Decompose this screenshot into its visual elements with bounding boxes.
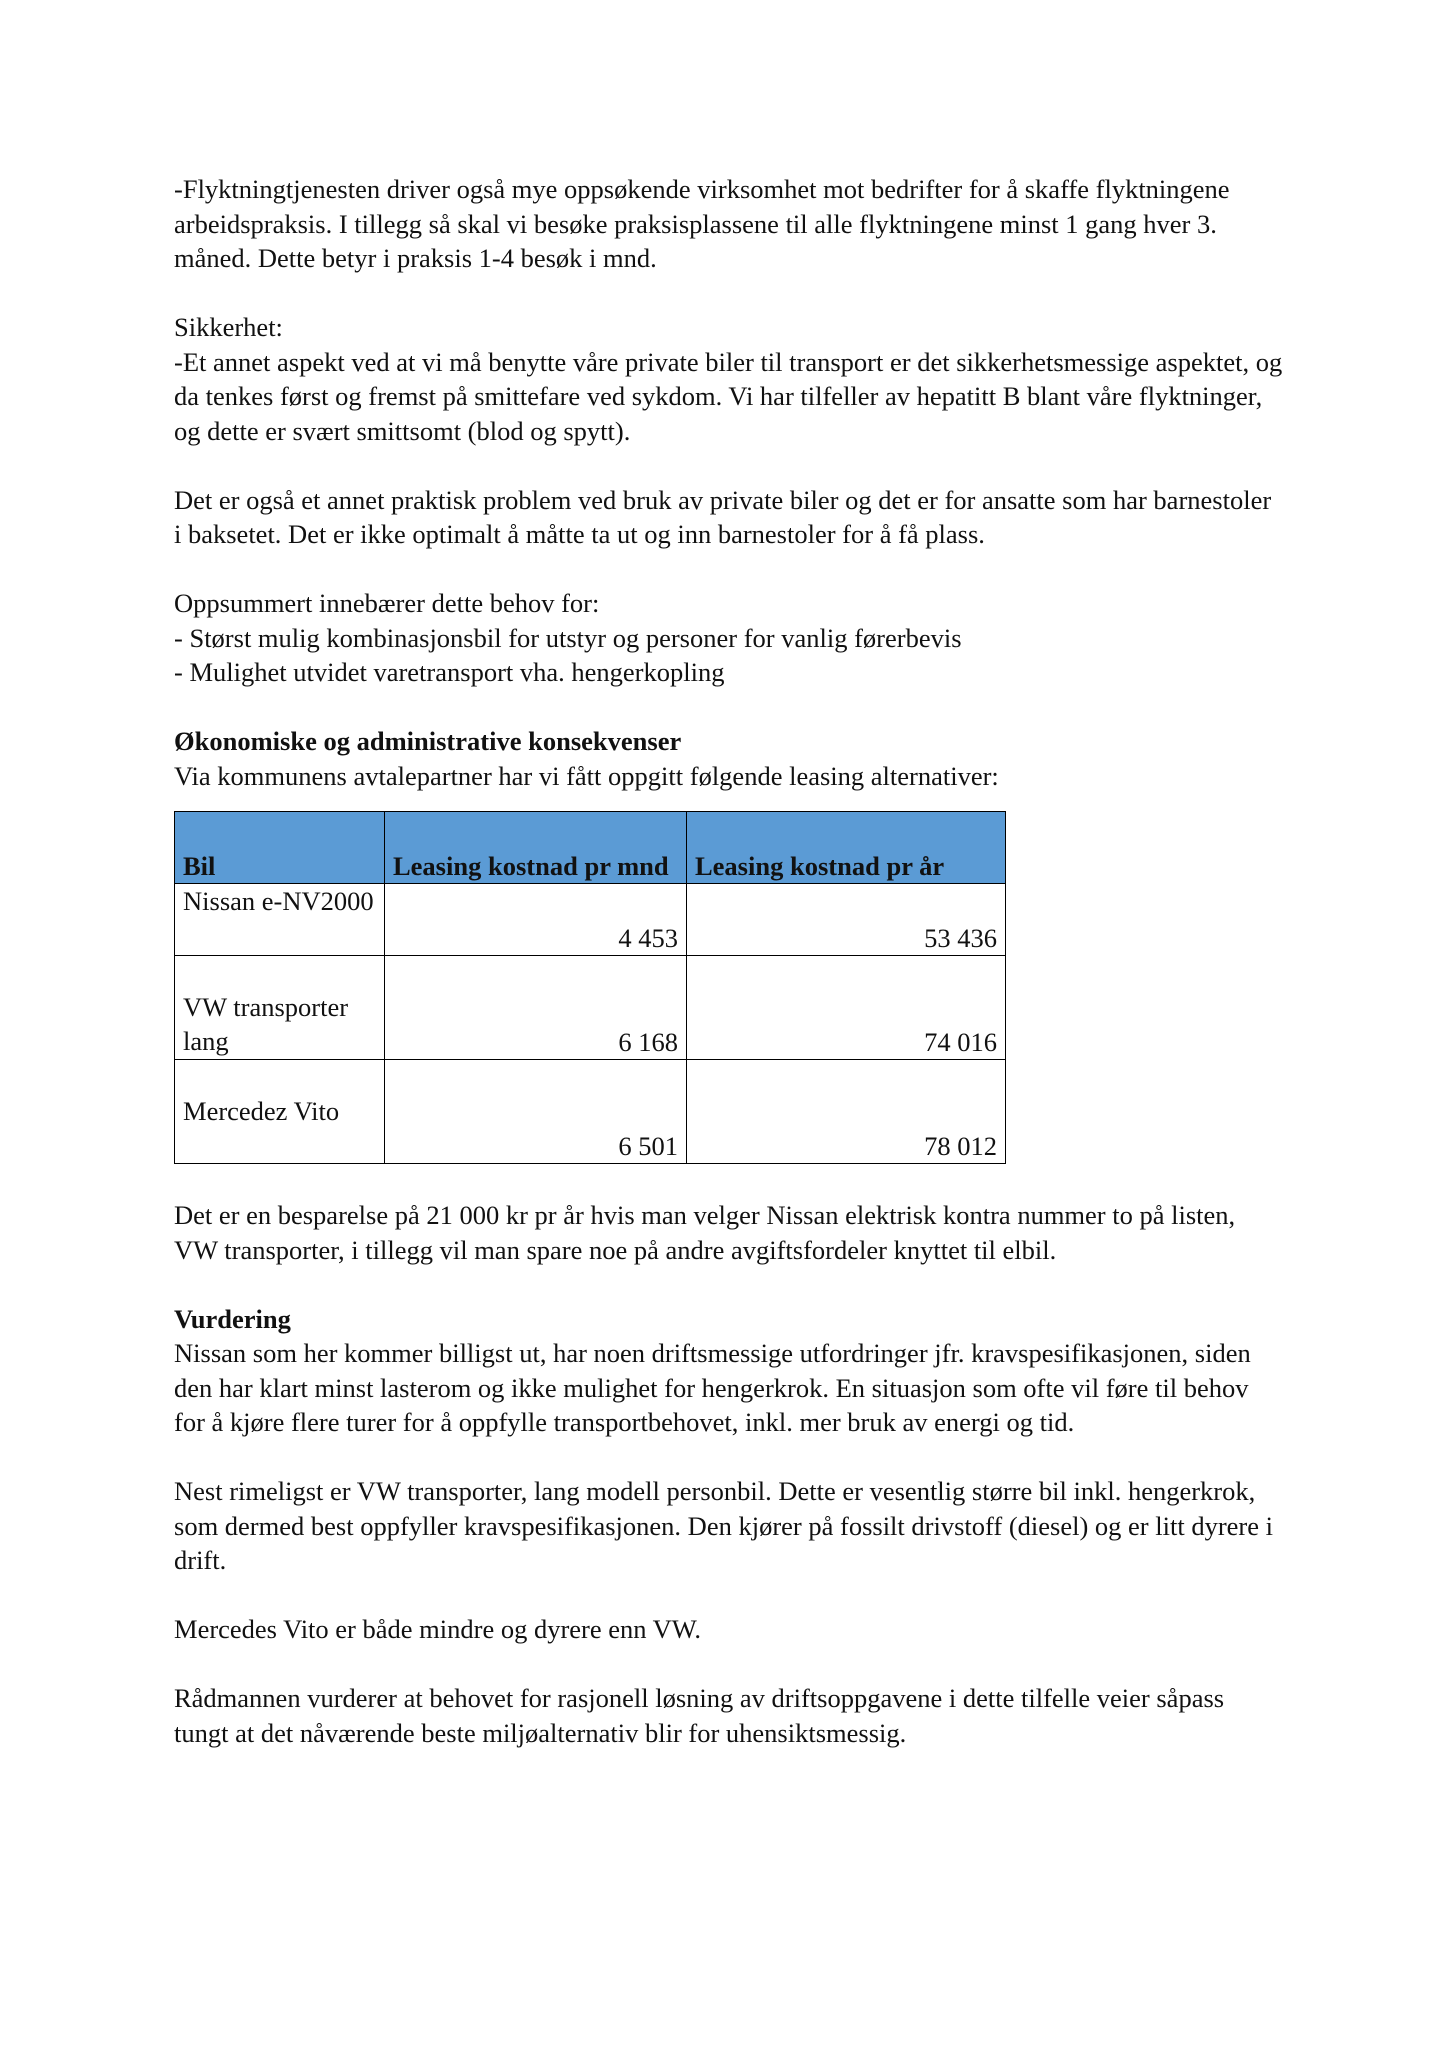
paragraph-mercedes: Mercedes Vito er både mindre og dyrere enn VW. bbox=[174, 1614, 702, 1644]
cell-cost-month: 6 168 bbox=[385, 956, 687, 1060]
cell-car-name: VW transporter lang bbox=[175, 956, 385, 1060]
paragraph-savings: Det er en besparelse på 21 000 kr pr år hvis man velger Nissan elektrisk kontra nummer to på listen, VW transporter, i tillegg vil man spare noe på andre avgiftsfordeler knyttet til elbil. bbox=[174, 1200, 1236, 1265]
summary-item-1: - Størst mulig kombinasjonsbil for utstyr og personer for vanlig førerbevis bbox=[174, 622, 962, 653]
summary-intro: Oppsummert innebærer dette behov for: bbox=[174, 588, 600, 618]
header-cost-year: Leasing kostnad pr år bbox=[687, 812, 1006, 884]
table-row bbox=[175, 956, 1006, 1060]
paragraph-safety: -Et annet aspekt ved at vi må benytte våre private biler til transport er det sikkerhetsmessige aspektet, og da tenkes først og fremst på smittefare ved sykdom. Vi har tilfeller av hepatitt B blant våre flyktninger, og dette er svært smittsomt (blod og spytt). bbox=[174, 346, 1283, 446]
cell-cost-month: 4 453 bbox=[385, 884, 687, 956]
paragraph-outreach: -Flyktningtjenesten driver også mye oppsøkende virksomhet mot bedrifter for å skaffe flyktningene arbeidspraksis. I tillegg så skal vi besøke praksisplassene til alle flyktningene minst 1 gang hver 3. måned. Dette betyr i praksis 1-4 besøk i mnd. bbox=[174, 174, 1230, 273]
paragraph-child-seats: Det er også et annet praktisk problem ved bruk av private biler og det er for ansatte som har barnestoler i baksetet. Det er ikke optimalt å måtte ta ut og inn barnestoler for å få plass. bbox=[174, 484, 1272, 549]
summary-item-2: - Mulighet utvidet varetransport vha. hengerkopling bbox=[174, 657, 725, 687]
cell-cost-month: 6 501 bbox=[385, 1060, 687, 1164]
cell-cost-year: 78 012 bbox=[687, 1060, 1006, 1164]
leasing-table bbox=[174, 811, 1006, 1164]
cell-cost-year: 74 016 bbox=[687, 956, 1006, 1060]
header-cost-month: Leasing kostnad pr mnd bbox=[385, 812, 687, 884]
document-page bbox=[174, 172, 1284, 1750]
heading-economic: Økonomiske og administrative konsekvenser bbox=[174, 726, 682, 756]
cell-car-name: Mercedez Vito bbox=[175, 1060, 385, 1164]
heading-sikkerhet: Sikkerhet: bbox=[174, 312, 283, 342]
paragraph-vw: Nest rimeligst er VW transporter, lang modell personbil. Dette er vesentlig større bil inkl. hengerkrok, som dermed best oppfyller kravspesifikasjonen. Den kjører på fossilt drivstoff (diesel) og er litt dyrere i drift. bbox=[174, 1476, 1273, 1575]
cell-cost-year: 53 436 bbox=[687, 884, 1006, 956]
header-bil: Bil bbox=[175, 812, 385, 884]
cell-car-name: Nissan e-NV2000 bbox=[175, 884, 385, 956]
table-row bbox=[175, 1060, 1006, 1164]
paragraph-conclusion: Rådmannen vurderer at behovet for rasjonell løsning av driftsoppgavene i dette tilfelle veier såpass tungt at det nåværende beste miljøalternativ blir for uhensiktsmessig. bbox=[174, 1683, 1225, 1748]
table-header-row bbox=[175, 812, 1006, 884]
table-row bbox=[175, 884, 1006, 956]
heading-vurdering: Vurdering bbox=[174, 1303, 291, 1334]
paragraph-nissan: Nissan som her kommer billigst ut, har noen driftsmessige utfordringer jfr. kravspesifikasjonen, siden den har klart minst lasterom og ikke mulighet for hengerkrok. En situasjon som ofte vil føre til behov for å kjøre flere turer for å oppfylle transportbehovet, inkl. mer bruk av energi og tid. bbox=[174, 1338, 1251, 1437]
paragraph-econ-intro: Via kommunens avtalepartner har vi fått oppgitt følgende leasing alternativer: bbox=[174, 760, 999, 791]
